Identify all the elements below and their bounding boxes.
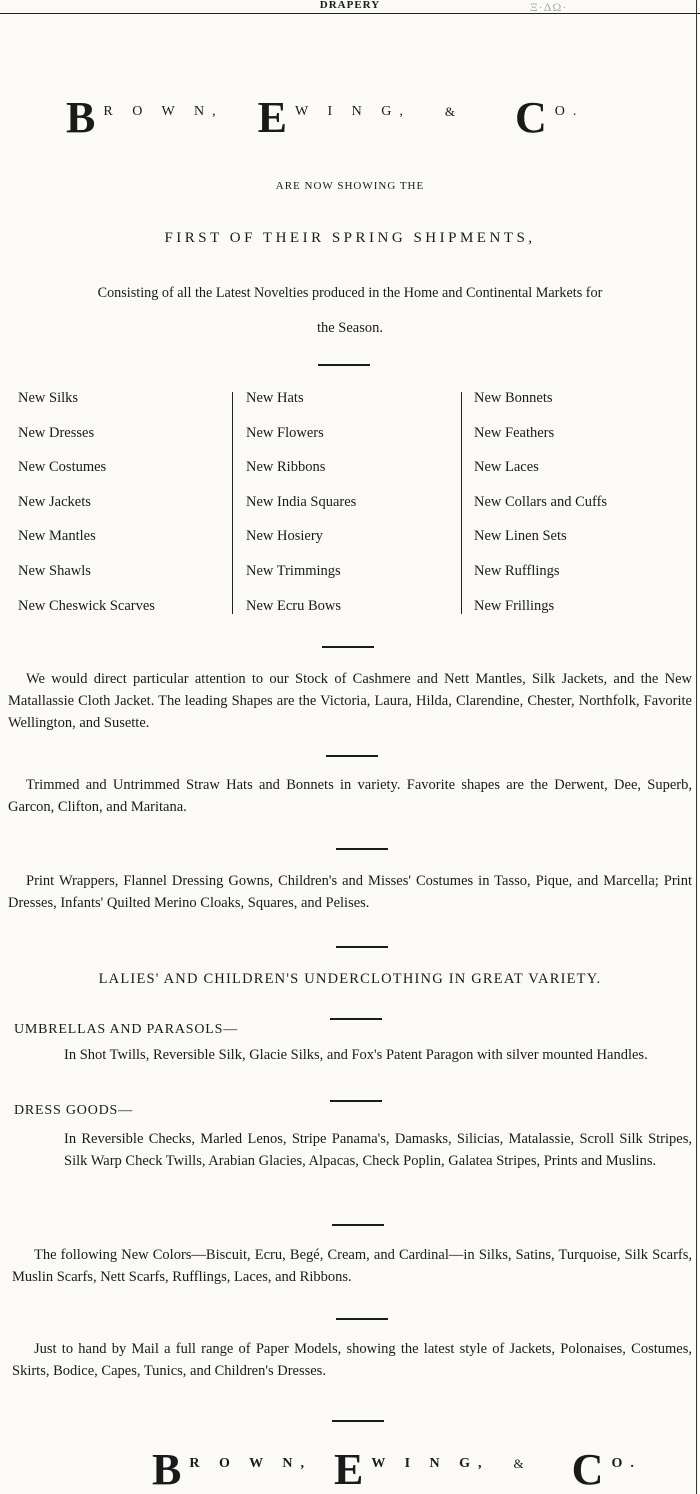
page-stamp: Ξ·ΔΩ· <box>530 0 568 14</box>
paragraph-hats: Trimmed and Untrimmed Straw Hats and Bonnets in variety. Favorite shapes are the Derwent, Dee, Superb, Garcon, Clifton, and Maritana. <box>8 777 692 815</box>
list-item: New Dresses <box>18 424 95 441</box>
paragraph-dress-goods: In Reversible Checks, Marled Lenos, Stripe Panama's, Damasks, Silicias, Matalassie, Scroll Silk Stripes, Silk Warp Check Twills, Arabian Glacies, Alpacas, Check Poplin, Galatea Stripes, Prints and Muslins. <box>64 1131 692 1169</box>
divider <box>322 646 374 648</box>
title-initial-b: B <box>66 93 96 142</box>
list-item: New India Squares <box>246 493 357 510</box>
list-item: New Frillings <box>474 597 555 614</box>
list-item: New Cheswick Scarves <box>18 597 155 614</box>
title-ampersand: & <box>444 104 463 119</box>
intro-line-4: the Season. <box>316 320 384 336</box>
firm-signature <box>0 1445 700 1494</box>
intro-line-1: ARE NOW SHOWING THE <box>275 180 425 192</box>
paragraph-colors: The following New Colors—Biscuit, Ecru, Begé, Cream, and Cardinal—in Silks, Satins, Turquoise, Silk Scarfs, Muslin Scarfs, Nett Scarfs, Rufflings, Laces, and Ribbons. <box>12 1247 692 1285</box>
list-item: New Silks <box>18 390 79 406</box>
list-item: New Trimmings <box>246 562 341 579</box>
list-item: New Jackets <box>18 493 91 510</box>
footer-initial-b: B <box>152 1445 182 1494</box>
footer-initial-c: C <box>571 1445 604 1494</box>
list-item: New Flowers <box>246 424 324 441</box>
footer-ampersand: & <box>513 1456 532 1471</box>
title-initial-c: C <box>514 93 547 142</box>
umbrellas-label: UMBRELLAS AND PARASOLS— <box>14 1022 239 1037</box>
divider <box>330 1018 382 1020</box>
footer-o: O. <box>611 1456 642 1471</box>
title-initial-e: E <box>257 93 287 142</box>
divider <box>332 1224 384 1226</box>
column-right <box>474 388 607 630</box>
title-wing: W I N G, <box>295 104 411 119</box>
paragraph-models: Just to hand by Mail a full range of Paper Models, showing the latest style of Jackets, Polonaises, Costumes, Skirts, Bodice, Capes, Tunics, and Children's Dresses. <box>12 1341 692 1379</box>
intro-line-3: Consisting of all the Latest Novelties produced in the Home and Continental Markets for <box>97 285 603 301</box>
divider <box>336 946 388 948</box>
dress-goods-label: DRESS GOODS— <box>14 1103 133 1118</box>
divider <box>326 755 378 757</box>
list-item: New Hats <box>246 390 304 406</box>
list-item: New Bonnets <box>474 390 553 406</box>
divider <box>332 1420 384 1422</box>
list-item: New Costumes <box>18 459 107 476</box>
list-item: New Ribbons <box>246 459 326 476</box>
section-header: DRAPERY <box>319 0 381 11</box>
list-item: New Feathers <box>474 424 555 441</box>
list-item: New Mantles <box>18 528 96 545</box>
list-item: New Hosiery <box>246 528 323 545</box>
list-item: New Laces <box>474 459 539 476</box>
column-rule <box>232 392 233 614</box>
footer-rown: R O W N, <box>189 1456 312 1471</box>
column-left <box>18 388 155 630</box>
underclothing-heading: LALIES' AND CHILDREN'S UNDERCLOTHING IN GREAT VARIETY. <box>98 971 602 987</box>
divider <box>318 364 370 366</box>
footer-wing: W I N G, <box>371 1456 490 1471</box>
title-rown: R O W N, <box>103 104 224 119</box>
list-item: New Shawls <box>18 562 91 579</box>
header-rule <box>0 13 700 14</box>
firm-title <box>0 93 700 142</box>
paragraph-wrappers: Print Wrappers, Flannel Dressing Gowns, Children's and Misses' Costumes in Tasso, Pique, and Marcella; Print Dresses, Infants' Quilted Merino Cloaks, Squares, and Pelises. <box>8 873 692 911</box>
list-item: New Collars and Cuffs <box>474 493 608 510</box>
right-margin-rule <box>696 0 697 1494</box>
footer-initial-e: E <box>333 1445 364 1494</box>
title-o: O. <box>554 104 585 119</box>
divider <box>336 1318 388 1320</box>
column-rule <box>461 392 462 614</box>
divider <box>330 1100 382 1102</box>
intro-line-2: FIRST OF THEIR SPRING SHIPMENTS, <box>164 230 536 246</box>
column-middle <box>246 388 356 630</box>
list-item: New Ecru Bows <box>246 597 342 614</box>
paragraph-mantles: We would direct particular attention to our Stock of Cashmere and Nett Mantles, Silk Jackets, and the New Matallassie Cloth Jacket. The leading Shapes are the Victoria, Laura, Hilda, Clarendine, Chester, Northfolk, Favorite Wellington, and Susette. <box>8 671 692 731</box>
paragraph-umbrellas: In Shot Twills, Reversible Silk, Glacie Silks, and Fox's Patent Paragon with silver mounted Handles. <box>64 1047 648 1063</box>
list-item: New Rufflings <box>474 562 560 579</box>
divider <box>336 848 388 850</box>
list-item: New Linen Sets <box>474 528 567 545</box>
